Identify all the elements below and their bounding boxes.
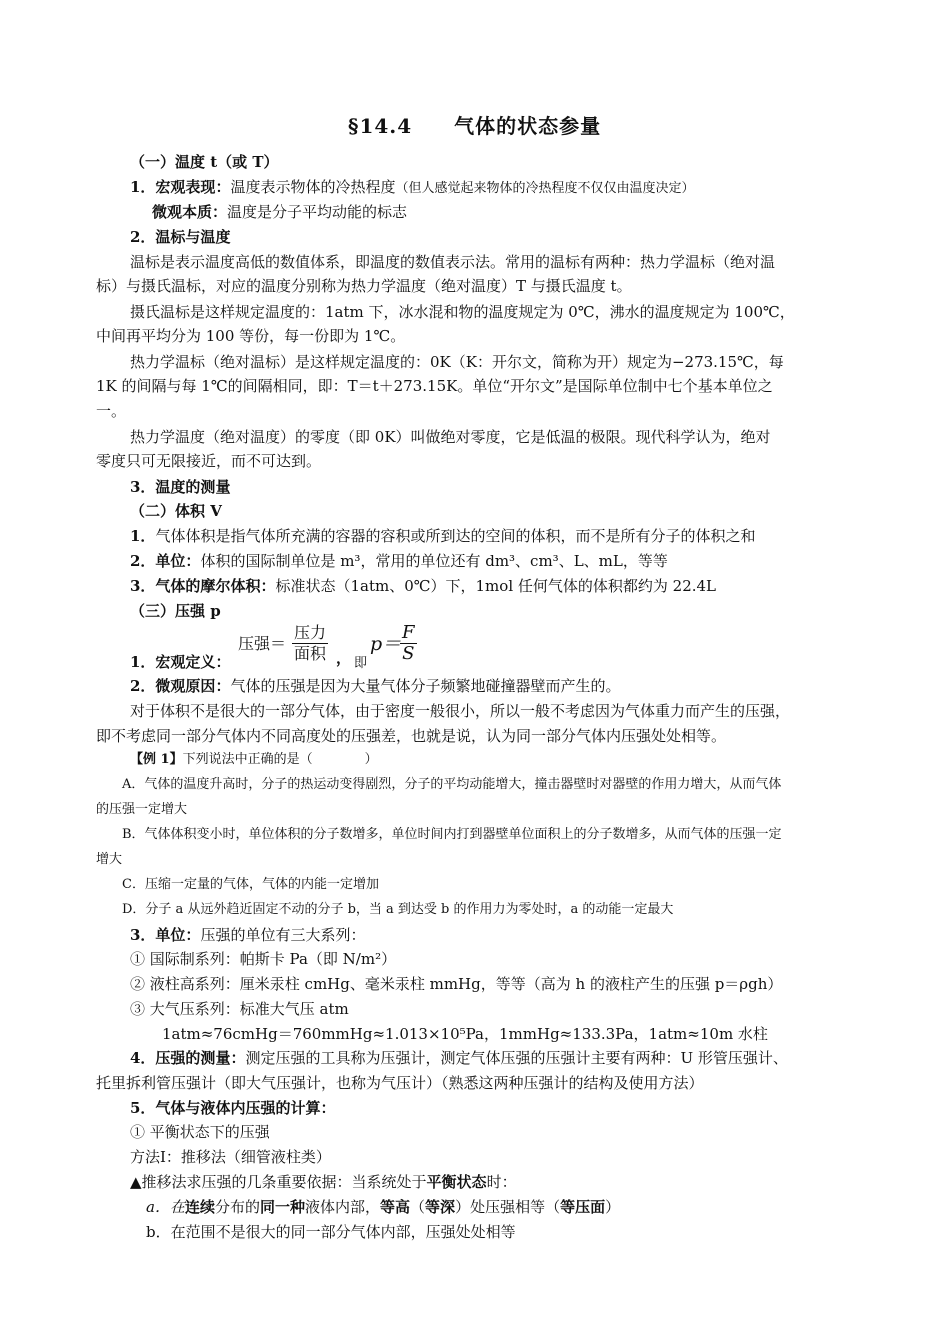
item-label: 微观本质：	[152, 203, 228, 221]
text-run-bold: 等压面	[560, 1198, 606, 1216]
item-text: 温度是分子平均动能的标志	[227, 203, 408, 221]
item-label: 2．单位：	[130, 552, 201, 570]
paragraph-line: 即不考虑同一部分气体内不同高度处的压强差，也就是说，认为同一部分气体内压强处处相等。	[96, 727, 727, 745]
item-micro-temperature	[152, 202, 407, 222]
text-run: 时：	[486, 1173, 517, 1191]
formula-ji: 即	[354, 656, 368, 671]
rule-b-line: b．在范围不是很大的同一部分气体内部，压强处处相等	[146, 1223, 516, 1241]
text-run: a．在	[146, 1198, 185, 1216]
text-run: （	[410, 1198, 426, 1216]
item-temperature-scale: 2．温标与温度	[130, 228, 231, 246]
item-volume-definition	[130, 526, 755, 546]
text-run-bold: 同一种	[259, 1198, 305, 1216]
text-run-bold: 平衡状态	[426, 1173, 487, 1191]
item-text: 测定压强的工具称为压强计，测定气体压强的压强计主要有两种：U 形管压强计、	[245, 1049, 788, 1067]
option-b-line: 增大	[96, 852, 123, 867]
unit-series-liquid: ② 液柱高系列：厘米汞柱 cmHg、毫米汞柱 mmHg，等等（高为 h 的液柱产生的压强 p＝ρgh）	[130, 975, 783, 993]
text-run-bold: 连续	[184, 1198, 215, 1216]
item-label: 3．单位：	[130, 926, 201, 944]
formula-separator: ，	[336, 649, 352, 667]
paragraph-line: 中间再平均分为 100 等份，每一份即为 1℃。	[96, 327, 406, 345]
rule-a-line	[146, 1197, 620, 1217]
unit-series-atm: ③ 大气压系列：标准大气压 atm	[130, 1000, 349, 1018]
section-heading-pressure: （三）压强 p	[130, 602, 221, 620]
item-pressure-unit	[130, 925, 365, 945]
item-label: 1．	[130, 527, 156, 545]
page-title: §14.4 气体的状态参量	[348, 114, 602, 138]
text-run-bold: 等深	[425, 1198, 456, 1216]
item-label: 3．气体的摩尔体积：	[130, 577, 276, 595]
paragraph-line: 摄氏温标是这样规定温度的：1atm 下，冰水混和物的温度规定为 0℃，沸水的温度规定为 100℃，	[130, 303, 795, 321]
subitem-equilibrium: ① 平衡状态下的压强	[130, 1123, 270, 1141]
text-run: ▲推移法求压强的几条重要依据：当系统处于	[130, 1173, 427, 1191]
text-run: 分布的	[214, 1198, 260, 1216]
paragraph-line: 标）与摄氏温标，对应的温度分别称为热力学温度（绝对温度）T 与摄氏温度 t。	[96, 277, 632, 295]
item-macro-temperature	[130, 177, 694, 199]
item-temperature-measure: 3．温度的测量	[130, 478, 231, 496]
paragraph-line: 对于体积不是很大的一部分气体，由于密度一般很小，所以一般不考虑因为气体重力而产生的压强，	[130, 702, 791, 720]
item-pressure-calc: 5．气体与液体内压强的计算：	[130, 1099, 336, 1117]
formula-fraction-symbols	[400, 623, 417, 664]
formula-lhs-text: 压强＝	[238, 634, 287, 653]
item-label: 4．压强的测量：	[130, 1049, 246, 1067]
formula-denominator: 面积	[294, 644, 327, 663]
section-heading-temperature: （一）温度 t（或 T）	[130, 153, 279, 171]
item-volume-unit	[130, 551, 668, 571]
item-pressure-measure	[130, 1048, 788, 1068]
formula-numerator: F	[402, 622, 415, 643]
item-molar-volume	[130, 576, 716, 596]
text-run: ）处压强相等（	[455, 1198, 561, 1216]
item-note: （但人感觉起来物体的冷热程度不仅仅由温度决定）	[395, 181, 695, 196]
formula-numerator: 压力	[294, 623, 327, 642]
method-push: 方法Ⅰ：推移法（细管液柱类）	[130, 1148, 331, 1166]
option-b-line: B．气体体积变小时，单位体积的分子数增多，单位时间内打到器壁单位面积上的分子数增多，从而气体的压强一定	[122, 827, 782, 842]
item-text: 气体体积是指气体所充满的容器的容积或所到达的空间的体积，而不是所有分子的体积之和	[155, 527, 756, 545]
item-text: 温度表示物体的冷热程度	[230, 178, 396, 196]
paragraph-line: 零度只可无限接近，而不可达到。	[96, 452, 322, 470]
push-basis-line	[130, 1172, 517, 1192]
paragraph-line: 一。	[96, 402, 127, 420]
option-a-line: A．气体的温度升高时，分子的热运动变得剧烈，分子的平均动能增大，撞击器壁时对器壁的作用力增大，从而气体	[122, 777, 782, 792]
unit-series-si: ① 国际制系列：帕斯卡 Pa（即 N/m²）	[130, 950, 397, 968]
unit-conversion: 1atm≈76cmHg＝760mmHg≈1.013×10⁵Pa，1mmHg≈133.3Pa，1atm≈10m 水柱	[162, 1025, 768, 1043]
paragraph-line: 热力学温度（绝对温度）的零度（即 0K）叫做绝对零度，它是低温的极限。现代科学认为，绝对	[130, 428, 771, 446]
example-label: 【例 1】	[130, 752, 183, 767]
section-heading-volume: （二）体积 V	[130, 502, 222, 520]
item-label: 1．宏观表现：	[130, 178, 231, 196]
example-text: 下列说法中正确的是（ ）	[182, 752, 378, 767]
item-text: 标准状态（1atm、0℃）下，1mol 任何气体的体积都约为 22.4L	[275, 577, 717, 595]
paragraph-line: 托里拆利管压强计（即大气压强计，也称为气压计）（熟悉这两种压强计的结构及使用方法）	[96, 1074, 704, 1092]
formula-denominator: S	[402, 643, 415, 664]
item-label: 2．微观原因：	[130, 677, 231, 695]
item-micro-pressure	[130, 676, 620, 696]
item-text: 气体的压强是因为大量气体分子频繁地碰撞器壁而产生的。	[230, 677, 621, 695]
paragraph-line: 1K 的间隔与每 1℃的间隔相同，即：T＝t＋273.15K。单位“开尔文”是国际单位制中七个基本单位之	[96, 377, 773, 395]
item-text: 压强的单位有三大系列：	[200, 926, 366, 944]
text-run-bold: 等高	[380, 1198, 411, 1216]
option-a-line: 的压强一定增大	[96, 802, 188, 817]
paragraph-line: 热力学温标（绝对温标）是这样规定温度的：0K（K：开尔文，简称为开）规定为−273.15℃，每	[130, 353, 784, 371]
text-run: 液体内部，	[305, 1198, 381, 1216]
paragraph-line: 温标是表示温度高低的数值体系，即温度的数值表示法。常用的温标有两种：热力学温标（绝对温	[130, 253, 776, 271]
example-question	[130, 750, 378, 770]
formula-lhs-symbol: p＝	[370, 633, 402, 655]
formula-fraction-words	[292, 623, 328, 664]
option-c: C．压缩一定量的气体，气体的内能一定增加	[122, 877, 379, 892]
option-d: D．分子 a 从远外趋近固定不动的分子 b，当 a 到达受 b 的作用力为零处时，a 的动能一定最大	[122, 902, 674, 917]
item-text: 体积的国际制单位是 m³，常用的单位还有 dm³、cm³、L、mL，等等	[200, 552, 668, 570]
text-run: ）	[605, 1198, 621, 1216]
item-macro-pressure: 1．宏观定义：	[130, 653, 231, 671]
